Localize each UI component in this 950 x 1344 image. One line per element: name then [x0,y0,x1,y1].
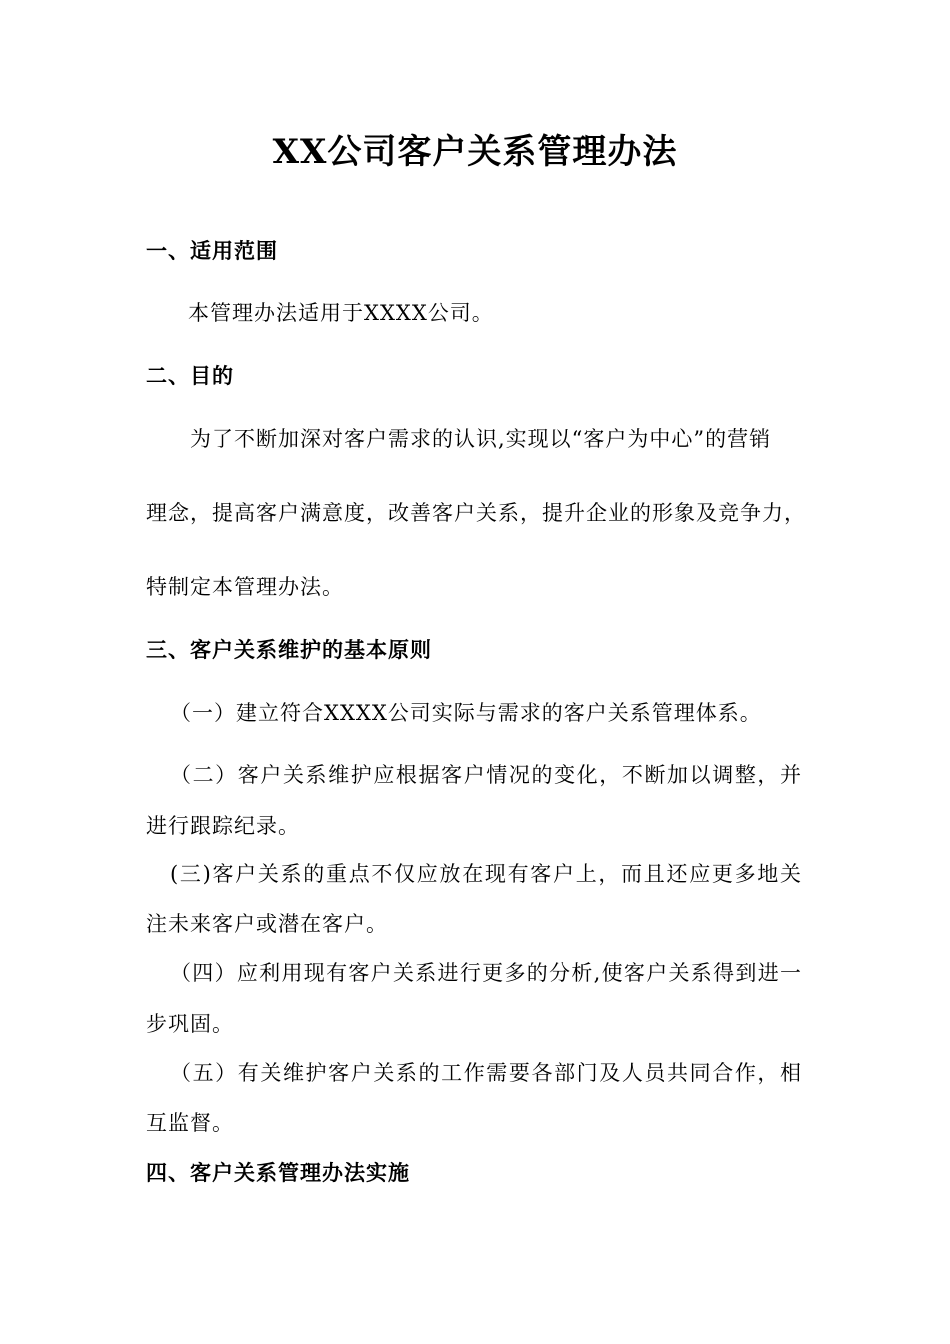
paragraph-line: 特制定本管理办法。 [146,575,344,599]
paragraph-line: (三)客户关系的重点不仅应放在现有客户上，而且还应更多地关 [170,862,802,886]
paragraph-line: （二）客户关系维护应根据客户情况的变化，不断加以调整，并 [170,763,802,787]
paragraph-line: 互监督。 [146,1111,234,1135]
paragraph-line: 为了不断加深对客户需求的认识,实现以“客户为中心”的营销 [190,427,772,451]
paragraph-line: 步巩固。 [146,1012,234,1036]
section-heading-scope: 一、适用范围 [146,238,278,263]
section-heading-purpose: 二、目的 [146,363,234,388]
paragraph-line: （一）建立符合XXXX公司实际与需求的客户关系管理体系。 [170,701,762,725]
section-heading-principles: 三、客户关系维护的基本原则 [146,637,432,662]
paragraph-line: 本管理办法适用于XXXX公司。 [188,301,494,325]
paragraph-line: 进行跟踪纪录。 [146,814,300,838]
paragraph-line: 理念，提高客户满意度，改善客户关系，提升企业的形象及竞争力， [146,501,806,525]
paragraph-line: （四）应利用现有客户关系进行更多的分析,使客户关系得到进一 [170,961,802,985]
section-heading-implementation: 四、客户关系管理办法实施 [146,1160,410,1185]
paragraph-line: （五）有关维护客户关系的工作需要各部门及人员共同合作，相 [170,1061,802,1085]
paragraph-line: 注未来客户或潜在客户。 [146,912,388,936]
document-title: XX公司客户关系管理办法 [272,132,678,172]
